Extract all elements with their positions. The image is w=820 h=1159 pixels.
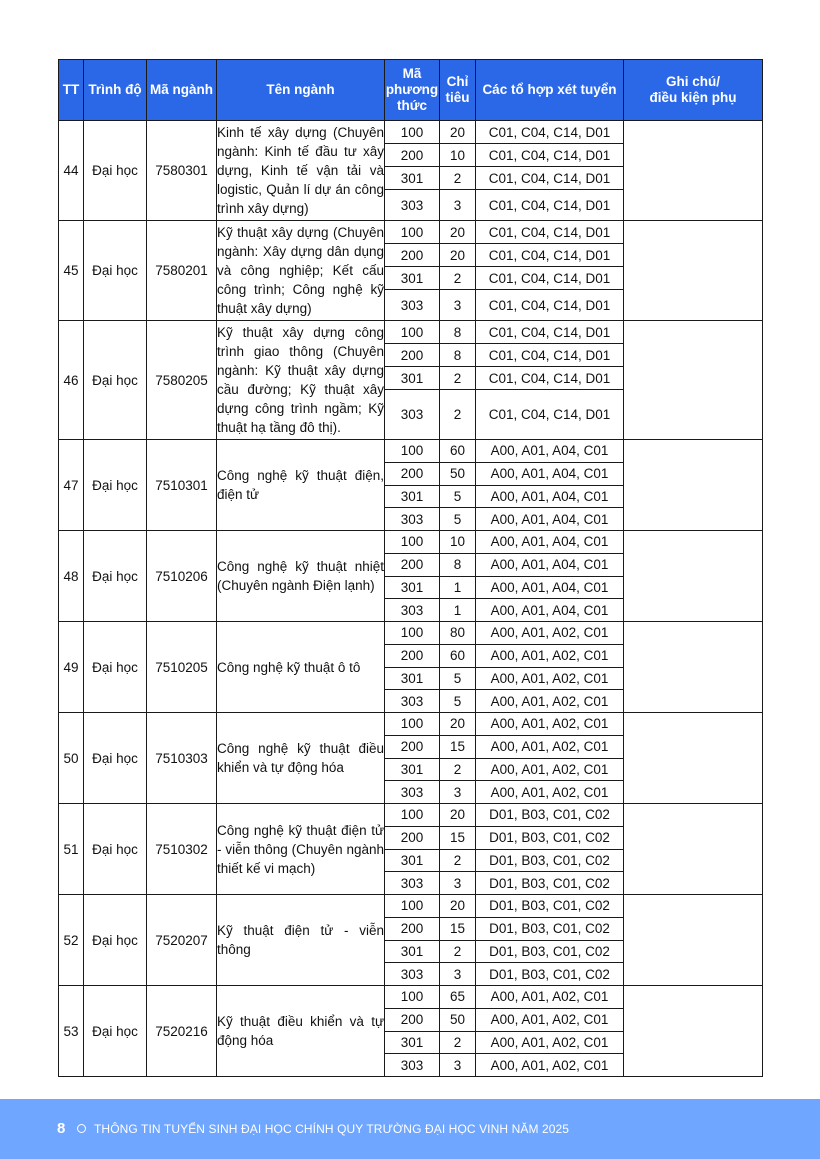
quota: 2 bbox=[440, 940, 476, 963]
subject-combos: D01, B03, C01, C02 bbox=[476, 963, 624, 986]
quota: 10 bbox=[440, 531, 476, 554]
row-level: Đại học bbox=[84, 986, 147, 1077]
row-note bbox=[624, 321, 763, 440]
quota: 15 bbox=[440, 826, 476, 849]
col-header-method-line1: Mã bbox=[402, 66, 422, 81]
quota: 3 bbox=[440, 963, 476, 986]
row-major-name: Công nghệ kỹ thuật điện, điện tử bbox=[217, 440, 385, 531]
row-tt: 53 bbox=[59, 986, 84, 1077]
method-code: 200 bbox=[385, 344, 440, 367]
quota: 20 bbox=[440, 804, 476, 827]
subject-combos: C01, C04, C14, D01 bbox=[476, 290, 624, 321]
col-header-method-line2: phương bbox=[385, 82, 439, 97]
subject-combos: A00, A01, A02, C01 bbox=[476, 713, 624, 736]
row-major-code: 7520216 bbox=[147, 986, 217, 1077]
row-level: Đại học bbox=[84, 121, 147, 221]
subject-combos: A00, A01, A02, C01 bbox=[476, 667, 624, 690]
quota: 2 bbox=[440, 390, 476, 440]
subject-combos: A00, A01, A02, C01 bbox=[476, 690, 624, 713]
subject-combos: A00, A01, A02, C01 bbox=[476, 1031, 624, 1054]
row-major-name: Công nghệ kỹ thuật điện tử - viễn thông (Chuyên ngành thiết kế vi mạch) bbox=[217, 804, 385, 895]
row-major-code: 7510206 bbox=[147, 531, 217, 622]
quota: 20 bbox=[440, 221, 476, 244]
row-note bbox=[624, 221, 763, 321]
quota: 3 bbox=[440, 290, 476, 321]
method-code: 200 bbox=[385, 462, 440, 485]
subject-combos: D01, B03, C01, C02 bbox=[476, 804, 624, 827]
table-body bbox=[59, 121, 763, 1077]
row-tt: 50 bbox=[59, 713, 84, 804]
quota: 2 bbox=[440, 267, 476, 290]
subject-combos: A00, A01, A02, C01 bbox=[476, 986, 624, 1009]
row-major-name: Kỹ thuật điện tử - viễn thông bbox=[217, 895, 385, 986]
method-code: 301 bbox=[385, 485, 440, 508]
quota: 2 bbox=[440, 167, 476, 190]
subject-combos: A00, A01, A02, C01 bbox=[476, 758, 624, 781]
row-tt: 48 bbox=[59, 531, 84, 622]
subject-combos: A00, A01, A04, C01 bbox=[476, 553, 624, 576]
row-major-code: 7510302 bbox=[147, 804, 217, 895]
row-note bbox=[624, 895, 763, 986]
table-row bbox=[59, 321, 763, 344]
quota: 1 bbox=[440, 599, 476, 622]
row-level: Đại học bbox=[84, 221, 147, 321]
quota: 8 bbox=[440, 344, 476, 367]
table-header-row bbox=[59, 60, 763, 121]
subject-combos: D01, B03, C01, C02 bbox=[476, 872, 624, 895]
method-code: 303 bbox=[385, 190, 440, 221]
method-code: 301 bbox=[385, 367, 440, 390]
quota: 5 bbox=[440, 667, 476, 690]
quota: 5 bbox=[440, 690, 476, 713]
row-major-name: Công nghệ kỹ thuật ô tô bbox=[217, 622, 385, 713]
row-major-name: Công nghệ kỹ thuật nhiệt (Chuyên ngành Điện lạnh) bbox=[217, 531, 385, 622]
method-code: 100 bbox=[385, 440, 440, 463]
method-code: 301 bbox=[385, 1031, 440, 1054]
quota: 1 bbox=[440, 576, 476, 599]
col-header-level: Trình độ bbox=[84, 60, 147, 121]
row-major-code: 7580301 bbox=[147, 121, 217, 221]
subject-combos: A00, A01, A04, C01 bbox=[476, 485, 624, 508]
quota: 10 bbox=[440, 144, 476, 167]
method-code: 200 bbox=[385, 826, 440, 849]
quota: 8 bbox=[440, 321, 476, 344]
method-code: 100 bbox=[385, 622, 440, 645]
method-code: 100 bbox=[385, 321, 440, 344]
method-code: 301 bbox=[385, 849, 440, 872]
row-tt: 52 bbox=[59, 895, 84, 986]
method-code: 301 bbox=[385, 758, 440, 781]
table-row bbox=[59, 804, 763, 827]
table-row bbox=[59, 531, 763, 554]
quota: 20 bbox=[440, 713, 476, 736]
method-code: 100 bbox=[385, 895, 440, 918]
method-code: 303 bbox=[385, 390, 440, 440]
quota: 8 bbox=[440, 553, 476, 576]
subject-combos: D01, B03, C01, C02 bbox=[476, 940, 624, 963]
quota: 20 bbox=[440, 244, 476, 267]
subject-combos: C01, C04, C14, D01 bbox=[476, 367, 624, 390]
subject-combos: A00, A01, A02, C01 bbox=[476, 1008, 624, 1031]
subject-combos: D01, B03, C01, C02 bbox=[476, 917, 624, 940]
col-header-quota-line2: tiêu bbox=[445, 90, 470, 105]
quota: 2 bbox=[440, 758, 476, 781]
col-header-quota bbox=[440, 60, 476, 121]
footer-title: THÔNG TIN TUYỂN SINH ĐẠI HỌC CHÍNH QUY TRƯỜNG ĐẠI HỌC VINH NĂM 2025 bbox=[94, 1122, 570, 1136]
subject-combos: C01, C04, C14, D01 bbox=[476, 144, 624, 167]
quota: 2 bbox=[440, 1031, 476, 1054]
table-row bbox=[59, 440, 763, 463]
row-major-name: Kỹ thuật xây dựng (Chuyên ngành: Xây dựng dân dụng và công nghiệp; Kết cấu công trình; Công nghệ kỹ thuật xây dựng) bbox=[217, 221, 385, 321]
subject-combos: A00, A01, A02, C01 bbox=[476, 781, 624, 804]
quota: 50 bbox=[440, 462, 476, 485]
col-header-combos: Các tổ hợp xét tuyển bbox=[476, 60, 624, 121]
subject-combos: A00, A01, A04, C01 bbox=[476, 576, 624, 599]
quota: 3 bbox=[440, 1054, 476, 1077]
row-note bbox=[624, 622, 763, 713]
table-row bbox=[59, 986, 763, 1009]
row-note bbox=[624, 713, 763, 804]
row-level: Đại học bbox=[84, 804, 147, 895]
method-code: 303 bbox=[385, 963, 440, 986]
col-header-method bbox=[385, 60, 440, 121]
col-header-note bbox=[624, 60, 763, 121]
row-tt: 44 bbox=[59, 121, 84, 221]
method-code: 100 bbox=[385, 986, 440, 1009]
method-code: 100 bbox=[385, 121, 440, 144]
method-code: 303 bbox=[385, 290, 440, 321]
method-code: 100 bbox=[385, 713, 440, 736]
row-level: Đại học bbox=[84, 895, 147, 986]
col-header-tt: TT bbox=[59, 60, 84, 121]
quota: 50 bbox=[440, 1008, 476, 1031]
row-level: Đại học bbox=[84, 531, 147, 622]
subject-combos: A00, A01, A02, C01 bbox=[476, 1054, 624, 1077]
subject-combos: A00, A01, A02, C01 bbox=[476, 622, 624, 645]
method-code: 301 bbox=[385, 267, 440, 290]
method-code: 303 bbox=[385, 599, 440, 622]
col-header-quota-line1: Chỉ bbox=[446, 74, 469, 89]
subject-combos: C01, C04, C14, D01 bbox=[476, 390, 624, 440]
subject-combos: A00, A01, A02, C01 bbox=[476, 735, 624, 758]
quota: 3 bbox=[440, 872, 476, 895]
subject-combos: C01, C04, C14, D01 bbox=[476, 121, 624, 144]
method-code: 200 bbox=[385, 735, 440, 758]
subject-combos: C01, C04, C14, D01 bbox=[476, 167, 624, 190]
row-tt: 49 bbox=[59, 622, 84, 713]
method-code: 301 bbox=[385, 940, 440, 963]
quota: 20 bbox=[440, 895, 476, 918]
row-note bbox=[624, 804, 763, 895]
col-header-note-line2: điều kiện phụ bbox=[649, 90, 737, 105]
table-row bbox=[59, 713, 763, 736]
method-code: 200 bbox=[385, 917, 440, 940]
subject-combos: C01, C04, C14, D01 bbox=[476, 190, 624, 221]
page-footer bbox=[0, 1099, 820, 1159]
quota: 3 bbox=[440, 781, 476, 804]
subject-combos: D01, B03, C01, C02 bbox=[476, 826, 624, 849]
method-code: 100 bbox=[385, 531, 440, 554]
subject-combos: A00, A01, A04, C01 bbox=[476, 440, 624, 463]
row-major-code: 7580205 bbox=[147, 321, 217, 440]
table-row bbox=[59, 221, 763, 244]
method-code: 100 bbox=[385, 804, 440, 827]
page-number: 8 bbox=[57, 1120, 66, 1137]
row-major-code: 7510303 bbox=[147, 713, 217, 804]
method-code: 303 bbox=[385, 1054, 440, 1077]
subject-combos: D01, B03, C01, C02 bbox=[476, 895, 624, 918]
col-header-code: Mã ngành bbox=[147, 60, 217, 121]
bullet-ring-icon bbox=[77, 1124, 86, 1133]
row-major-name: Kỹ thuật xây dựng công trình giao thông (Chuyên ngành: Kỹ thuật xây dựng cầu đường; Kỹ thuật xây dựng công trình ngầm; Kỹ thuật hạ tầng đô thị). bbox=[217, 321, 385, 440]
method-code: 200 bbox=[385, 644, 440, 667]
quota: 65 bbox=[440, 986, 476, 1009]
subject-combos: C01, C04, C14, D01 bbox=[476, 221, 624, 244]
row-major-code: 7510205 bbox=[147, 622, 217, 713]
row-level: Đại học bbox=[84, 622, 147, 713]
method-code: 200 bbox=[385, 144, 440, 167]
quota: 5 bbox=[440, 485, 476, 508]
quota: 15 bbox=[440, 917, 476, 940]
method-code: 200 bbox=[385, 553, 440, 576]
row-tt: 46 bbox=[59, 321, 84, 440]
method-code: 303 bbox=[385, 872, 440, 895]
row-major-code: 7510301 bbox=[147, 440, 217, 531]
table-row bbox=[59, 895, 763, 918]
method-code: 303 bbox=[385, 508, 440, 531]
row-level: Đại học bbox=[84, 440, 147, 531]
method-code: 301 bbox=[385, 667, 440, 690]
row-major-name: Kỹ thuật điều khiển và tự động hóa bbox=[217, 986, 385, 1077]
admissions-table bbox=[58, 59, 763, 1077]
quota: 3 bbox=[440, 190, 476, 221]
row-tt: 45 bbox=[59, 221, 84, 321]
row-tt: 47 bbox=[59, 440, 84, 531]
table-row bbox=[59, 121, 763, 144]
quota: 60 bbox=[440, 440, 476, 463]
row-major-code: 7580201 bbox=[147, 221, 217, 321]
row-major-code: 7520207 bbox=[147, 895, 217, 986]
subject-combos: A00, A01, A04, C01 bbox=[476, 508, 624, 531]
quota: 15 bbox=[440, 735, 476, 758]
col-header-name: Tên ngành bbox=[217, 60, 385, 121]
col-header-method-line3: thức bbox=[396, 98, 428, 113]
method-code: 301 bbox=[385, 576, 440, 599]
method-code: 303 bbox=[385, 781, 440, 804]
row-tt: 51 bbox=[59, 804, 84, 895]
subject-combos: A00, A01, A02, C01 bbox=[476, 644, 624, 667]
row-note bbox=[624, 986, 763, 1077]
row-major-name: Kinh tế xây dựng (Chuyên ngành: Kinh tế đầu tư xây dựng, Kinh tế vận tải và logistic, Quản lí dự án công trình xây dựng) bbox=[217, 121, 385, 221]
quota: 2 bbox=[440, 849, 476, 872]
method-code: 301 bbox=[385, 167, 440, 190]
subject-combos: A00, A01, A04, C01 bbox=[476, 531, 624, 554]
quota: 60 bbox=[440, 644, 476, 667]
row-level: Đại học bbox=[84, 713, 147, 804]
quota: 5 bbox=[440, 508, 476, 531]
method-code: 100 bbox=[385, 221, 440, 244]
subject-combos: C01, C04, C14, D01 bbox=[476, 244, 624, 267]
table-row bbox=[59, 622, 763, 645]
subject-combos: A00, A01, A04, C01 bbox=[476, 599, 624, 622]
quota: 20 bbox=[440, 121, 476, 144]
subject-combos: C01, C04, C14, D01 bbox=[476, 344, 624, 367]
quota: 2 bbox=[440, 367, 476, 390]
row-major-name: Công nghệ kỹ thuật điều khiển và tự động hóa bbox=[217, 713, 385, 804]
subject-combos: D01, B03, C01, C02 bbox=[476, 849, 624, 872]
row-level: Đại học bbox=[84, 321, 147, 440]
subject-combos: C01, C04, C14, D01 bbox=[476, 321, 624, 344]
subject-combos: A00, A01, A04, C01 bbox=[476, 462, 624, 485]
method-code: 200 bbox=[385, 244, 440, 267]
row-note bbox=[624, 531, 763, 622]
quota: 80 bbox=[440, 622, 476, 645]
row-note bbox=[624, 121, 763, 221]
subject-combos: C01, C04, C14, D01 bbox=[476, 267, 624, 290]
method-code: 200 bbox=[385, 1008, 440, 1031]
row-note bbox=[624, 440, 763, 531]
method-code: 303 bbox=[385, 690, 440, 713]
col-header-note-line1: Ghi chú/ bbox=[666, 74, 720, 89]
